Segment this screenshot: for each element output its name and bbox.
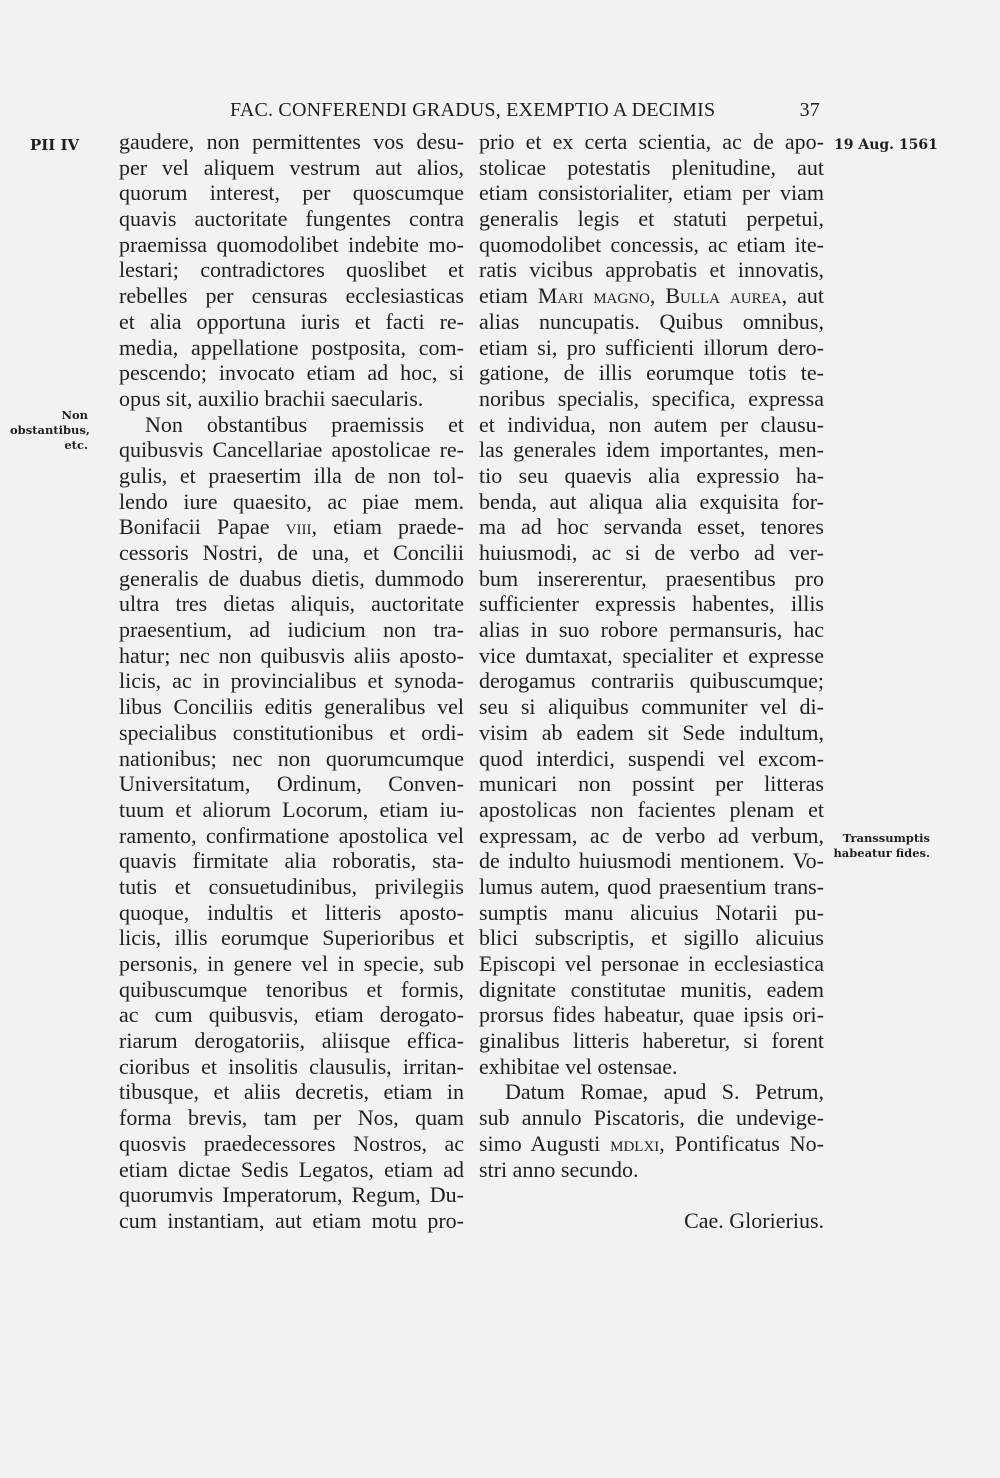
text-line: noribus specialis, specifica, expressa [479,385,824,411]
text-column-left [119,129,464,1234]
text-line: ultra tres dietas aliquis, auctoritate [119,591,464,617]
text-line: quorum interest, per quoscumque [119,180,464,206]
text-line: blici subscriptis, et sigillo alicuius [479,925,824,951]
text-line: licis, ac in provincialibus et synoda- [119,668,464,694]
text-line: et alia opportuna iuris et facti re- [119,308,464,334]
text-line: licis, illis eorumque Superioribus et [119,925,464,951]
text-line: etiam Mari magno, Bulla aurea, aut [479,283,824,309]
text-line: municari non possint per litteras [479,771,824,797]
margin-note-non-obstantibus [10,408,88,453]
text-line: derogamus contrariis quibuscumque; [479,668,824,694]
text-line: ratis vicibus approbatis et innovatis, [479,257,824,283]
text-line: nationibus; nec non quorumcumque [119,745,464,771]
text-line: cioribus et insolitis clausulis, irritan- [119,1053,464,1079]
text-line: Bonifacii Papae viii, etiam praede- [119,514,464,540]
text-line: stri anno secundo. [479,1156,639,1182]
text-line: opus sit, auxilio brachii saecularis. [119,385,424,411]
text-line: personis, in genere vel in specie, sub [119,951,464,976]
text-line: visim ab eadem sit Sede indultum, [479,719,824,745]
margin-note-line: Non [61,408,88,422]
margin-note-line: Transsumptis [842,831,930,845]
text-line: simo Augusti mdlxi, Pontificatus No- [479,1130,824,1156]
text-line: quavis auctoritate fungentes contra [119,206,464,232]
text-line: quibuscumque tenoribus et formis, [119,976,464,1002]
text-line: praemissa quomodolibet indebite mo- [119,231,464,257]
text-line: tio seu quaevis alia expressio ha- [479,462,824,488]
text-line: libus Conciliis editis generalibus vel [119,694,464,720]
text-line: riarum derogatoriis, aliisque effica- [119,1028,464,1054]
text-line: seu si aliquibus communiter vel di- [479,694,824,720]
text-line: generalis legis et statuti perpetui, [479,206,824,232]
text-line: ginalibus litteris haberetur, si forent [479,1028,824,1054]
text-line: lumus autem, quod praesentium trans- [479,873,824,899]
text-line: ramento, confirmatione apostolica vel [119,822,464,848]
text-line: gatione, de illis eorumque totis te- [479,360,824,386]
text-line: etiam consistorialiter, etiam per viam [479,180,824,206]
text-line: etiam si, pro sufficienti illorum dero- [479,334,824,360]
text-line: sumptis manu alicuius Notarii pu- [479,899,824,925]
text-line: alias in suo robore permansuris, hac [479,617,824,643]
text-line: de indulto huiusmodi mentionem. Vo- [479,848,824,874]
text-line: prorsus fides habeatur, quae ipsis ori- [479,1002,824,1028]
running-head [230,99,820,127]
text-line: quorumvis Imperatorum, Regum, Du- [119,1182,464,1208]
text-line: cessoris Nostri, de una, et Concilii [119,540,464,565]
text-line: quibusvis Cancellariae apostolicae re- [119,437,464,463]
text-line: hatur; nec non quibusvis aliis aposto- [119,642,464,668]
margin-note-transsumptis [830,831,930,861]
text-line: expressam, ac de verbo ad verbum, [479,822,824,848]
text-line: forma brevis, tam per Nos, quam [119,1105,464,1131]
text-line: quoque, indultis et litteris aposto- [119,899,464,925]
margin-note-line: obstantibus, [10,423,90,437]
text-line: quod interdici, suspendi vel excom- [479,745,824,771]
text-line: Universitatum, Ordinum, Conven- [119,771,464,797]
running-title: FAC. CONFERENDI GRADUS, EXEMPTIO A DECIMIS [230,99,716,121]
page-number: 37 [799,99,820,121]
text-line: lestari; contradictores quoslibet et [119,257,464,283]
text-line: las generales idem importantes, men- [479,437,824,463]
text-line: sub annulo Piscatoris, die undevige- [479,1105,824,1131]
margin-date: 19 Aug. 1561 [834,137,938,153]
text-line: quosvis praedecessores Nostros, ac [119,1130,464,1156]
text-line: cum instantiam, aut etiam motu pro- [119,1207,464,1233]
text-line: Episcopi vel personae in ecclesiastica [479,951,824,976]
text-line: benda, aut aliqua alia exquisita for- [479,488,824,514]
text-line: tutis et consuetudinibus, privilegiis [119,873,464,899]
text-line: tibusque, et aliis decretis, etiam in [119,1079,464,1105]
text-line: rebelles per censuras ecclesiasticas [119,283,464,309]
text-line: specialibus constitutionibus et ordi- [119,719,464,745]
text-line: gulis, et praesertim illa de non tol- [119,462,464,488]
margin-note-line: etc. [64,438,88,452]
text-line: huiusmodi, ac si de verbo ad ver- [479,540,824,565]
margin-note-line: habeatur fides. [833,846,930,860]
text-line: stolicae potestatis plenitudine, aut [479,154,824,180]
text-line: Non obstantibus praemissis et [145,411,464,437]
text-line: bum insererentur, praesentibus pro [479,565,824,591]
text-line: generalis de duabus dietis, dummodo [119,565,464,591]
text-column-right [479,129,824,1234]
text-line: dignitate constitutae munitis, eadem [479,976,824,1002]
text-line: sufficienter expressis habentes, illis [479,591,824,617]
text-line [479,1182,824,1208]
text-line: lendo iure quaesito, ac piae mem. [119,488,464,514]
text-line: vice dumtaxat, specialiter et expresse [479,642,824,668]
text-line: ma ad hoc servanda esset, tenores [479,514,824,540]
text-line: gaudere, non permittentes vos desu- [119,129,464,154]
text-line: praesentium, ad iudicium non tra- [119,617,464,643]
text-line: media, appellatione postposita, com- [119,334,464,360]
text-line: tuum et aliorum Locorum, etiam iu- [119,796,464,822]
text-line: et individua, non autem per clausu- [479,411,824,437]
margin-pope-name: PII IV [30,136,80,154]
text-line: pescendo; invocato etiam ad hoc, si [119,360,464,386]
text-line: etiam dictae Sedis Legatos, etiam ad [119,1156,464,1182]
text-line: per vel aliquem vestrum aut alios, [119,154,464,180]
text-line: alias nuncupatis. Quibus omnibus, [479,308,824,334]
text-line: Datum Romae, apud S. Petrum, [505,1079,824,1105]
text-line: quavis firmitate alia roboratis, sta- [119,848,464,874]
text-line: exhibitae vel ostensae. [479,1053,678,1079]
text-line: apostolicas non facientes plenam et [479,796,824,822]
text-line: quomodolibet concessis, ac etiam ite- [479,231,824,257]
text-line: ac cum quibusvis, etiam derogato- [119,1002,464,1028]
text-line: prio et ex certa scientia, ac de apo- [479,129,824,154]
text-line: Cae. Glorierius. [684,1207,824,1233]
